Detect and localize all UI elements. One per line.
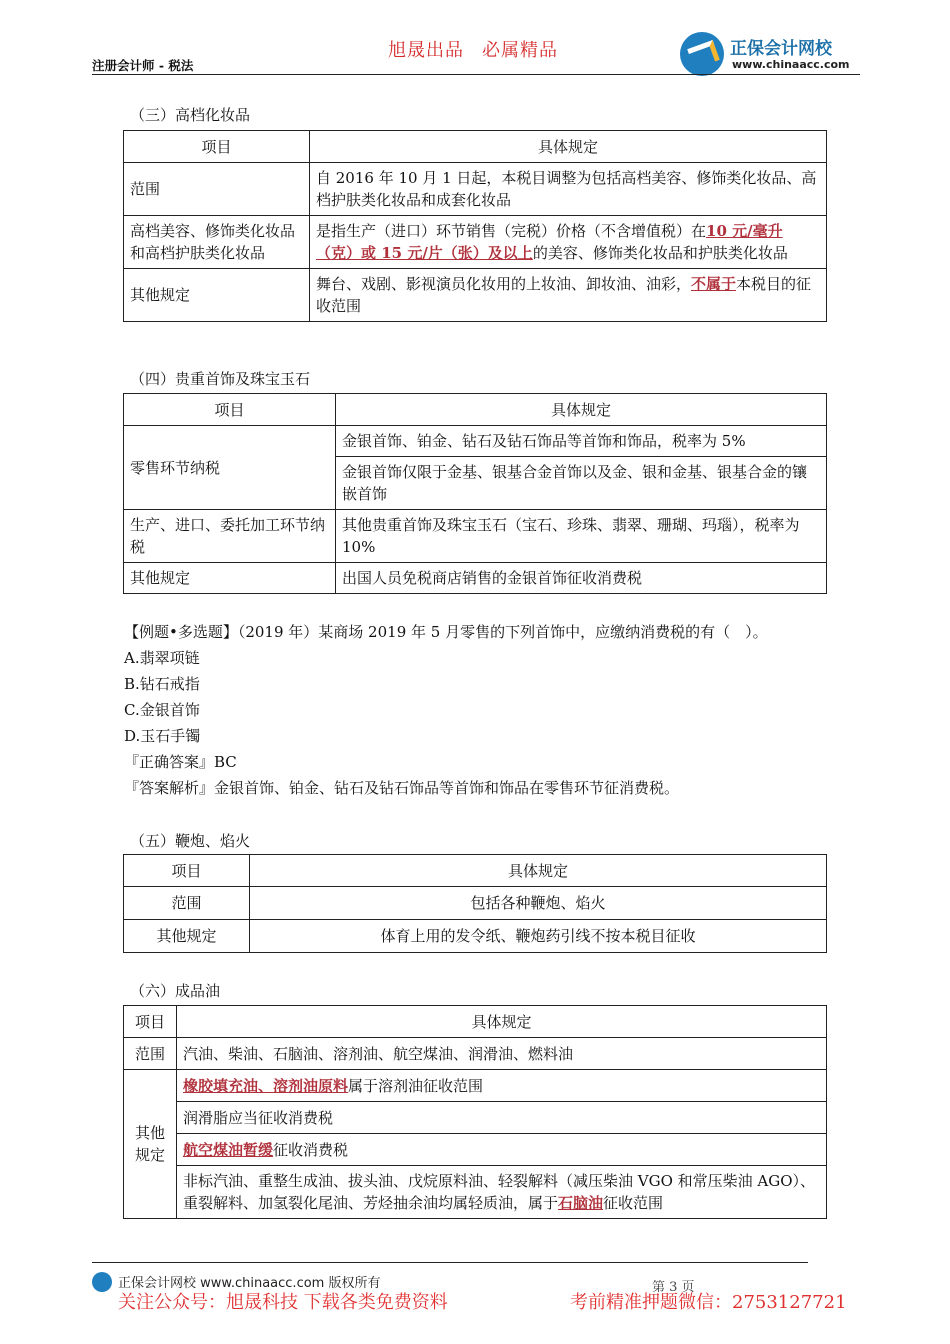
option-a: A.翡翠项链: [124, 649, 200, 667]
cell-rule: 包括各种鞭炮、焰火: [250, 887, 827, 920]
table-header: 具体规定: [177, 1006, 827, 1038]
rule-text: 征收范围: [603, 1194, 664, 1212]
page-number: 第 3 页: [652, 1280, 695, 1295]
header-slogan: [388, 36, 576, 62]
highlight-text: 10 元/毫升（克）或 15 元/片（张）及以上: [316, 222, 783, 262]
slogan-1: 旭晟出品: [388, 40, 464, 61]
rule-text: 非标汽油、重整生成油、拔头油、戊烷原料油、轻裂解料（减压柴油 VGO 和常压柴油 AGO）、重裂解料、加氢裂化尾油、芳烃抽余油均属轻质油，属于: [183, 1172, 816, 1212]
cell-item: 零售环节纳税: [124, 426, 336, 510]
rule-text: 本税目的征收范围: [316, 275, 812, 315]
cell-rule: 出国人员免税商店销售的金银首饰征收消费税: [336, 563, 827, 594]
table-row: [124, 1166, 827, 1219]
header-subject: 注册会计师 - 税法: [92, 58, 194, 73]
promo-left: 关注公众号：旭晟科技 下载各类免费资料: [118, 1292, 448, 1313]
table-row: [124, 1038, 827, 1070]
rule-text: 征收消费税: [273, 1140, 349, 1159]
option-b: B.钻石戒指: [124, 675, 200, 693]
section-3-title: （三）高档化妆品: [130, 106, 251, 124]
section-5-title: （五）鞭炮、焰火: [130, 832, 251, 850]
table-fireworks: [123, 854, 827, 953]
table-header: 项目: [124, 131, 310, 163]
cell-item: 其他规定: [124, 563, 336, 594]
highlight-text: 航空煤油暂缓: [183, 1140, 274, 1159]
table-row: [124, 1134, 827, 1166]
cell-item: 范围: [124, 887, 250, 920]
table-header: 项目: [124, 1006, 177, 1038]
option-c: C.金银首饰: [124, 701, 200, 719]
rule-text: 属于溶剂油征收范围: [348, 1076, 484, 1095]
table-header: 具体规定: [250, 855, 827, 887]
cell-item: 范围: [124, 163, 310, 216]
header-divider: [92, 74, 860, 75]
table-row: [124, 1070, 827, 1102]
cell-rule: 金银首饰、铂金、钻石及钻石饰品等首饰和饰品，税率为 5%: [336, 426, 827, 457]
correct-answer: 『正确答案』BC: [124, 753, 237, 771]
table-cosmetics: [123, 130, 827, 322]
cell-item: 其他规定: [124, 1070, 177, 1219]
rule-text: 是指生产（进口）环节销售（完税）价格（不含增值税）在: [316, 222, 707, 240]
table-row: [124, 426, 827, 457]
table-jewelry: [123, 393, 827, 594]
footer-logo-icon: [92, 1272, 112, 1292]
rule-text: 的美容、修饰类化妆品和护肤类化妆品: [532, 244, 788, 262]
chinaacc-logo: [680, 30, 860, 76]
slogan-2: 必属精品: [482, 40, 558, 61]
section-4-title: （四）贵重首饰及珠宝玉石: [130, 370, 311, 388]
table-refined-oil: [123, 1005, 827, 1219]
promo-right: 考前精准押题微信：2753127721: [570, 1292, 847, 1313]
table-row: [124, 216, 827, 269]
table-header: 具体规定: [310, 131, 827, 163]
table-row: [124, 920, 827, 953]
table-header: 项目: [124, 855, 250, 887]
footer-divider: [92, 1262, 808, 1263]
cell-rule: 金银首饰仅限于金基、银基合金首饰以及金、银和金基、银基合金的镶嵌首饰: [336, 457, 827, 510]
cell-rule: 润滑脂应当征收消费税: [177, 1102, 827, 1134]
cell-rule: [310, 269, 827, 322]
table-row: [124, 887, 827, 920]
logo-name: 正保会计网校: [730, 39, 832, 59]
cell-item: 其他规定: [124, 920, 250, 953]
cell-item: 其他规定: [124, 269, 310, 322]
cell-item: 生产、进口、委托加工环节纳税: [124, 510, 336, 563]
option-d: D.玉石手镯: [124, 727, 201, 745]
cell-rule: [177, 1070, 827, 1102]
cell-item: 高档美容、修饰类化妆品和高档护肤类化妆品: [124, 216, 310, 269]
table-header: 具体规定: [336, 394, 827, 426]
logo-emblem-icon: [680, 32, 724, 76]
cell-item: 范围: [124, 1038, 177, 1070]
cell-rule: [177, 1166, 827, 1219]
section-6-title: （六）成品油: [130, 982, 221, 1000]
cell-rule: 体育上用的发令纸、鞭炮药引线不按本税目征收: [250, 920, 827, 953]
highlight-text: 不属于: [691, 275, 737, 293]
highlight-text: 石脑油: [558, 1194, 604, 1212]
footer-copyright: 正保会计网校 www.chinaacc.com 版权所有: [118, 1276, 381, 1291]
table-row: [124, 510, 827, 563]
table-row: [124, 163, 827, 216]
cell-rule: [310, 216, 827, 269]
highlight-text: 橡胶填充油、溶剂油原料: [183, 1076, 349, 1095]
answer-analysis: 『答案解析』金银首饰、铂金、钻石及钻石饰品等首饰和饰品在零售环节征消费税。: [124, 779, 680, 797]
question-stem: 【例题•多选题】（2019 年）某商场 2019 年 5 月零售的下列首饰中，应缴纳消费税的有（ ）。: [124, 623, 768, 641]
table-header: 项目: [124, 394, 336, 426]
cell-rule: 自 2016 年 10 月 1 日起，本税目调整为包括高档美容、修饰类化妆品、高档护肤类化妆品和成套化妆品: [310, 163, 827, 216]
table-row: [124, 563, 827, 594]
cell-rule: 汽油、柴油、石脑油、溶剂油、航空煤油、润滑油、燃料油: [177, 1038, 827, 1070]
logo-url: www.chinaacc.com: [732, 58, 850, 71]
table-row: [124, 1102, 827, 1134]
table-row: [124, 269, 827, 322]
cell-rule: 其他贵重首饰及珠宝玉石（宝石、珍珠、翡翠、珊瑚、玛瑙），税率为 10%: [336, 510, 827, 563]
rule-text: 舞台、戏剧、影视演员化妆用的上妆油、卸妆油、油彩，: [316, 275, 692, 293]
cell-rule: [177, 1134, 827, 1166]
